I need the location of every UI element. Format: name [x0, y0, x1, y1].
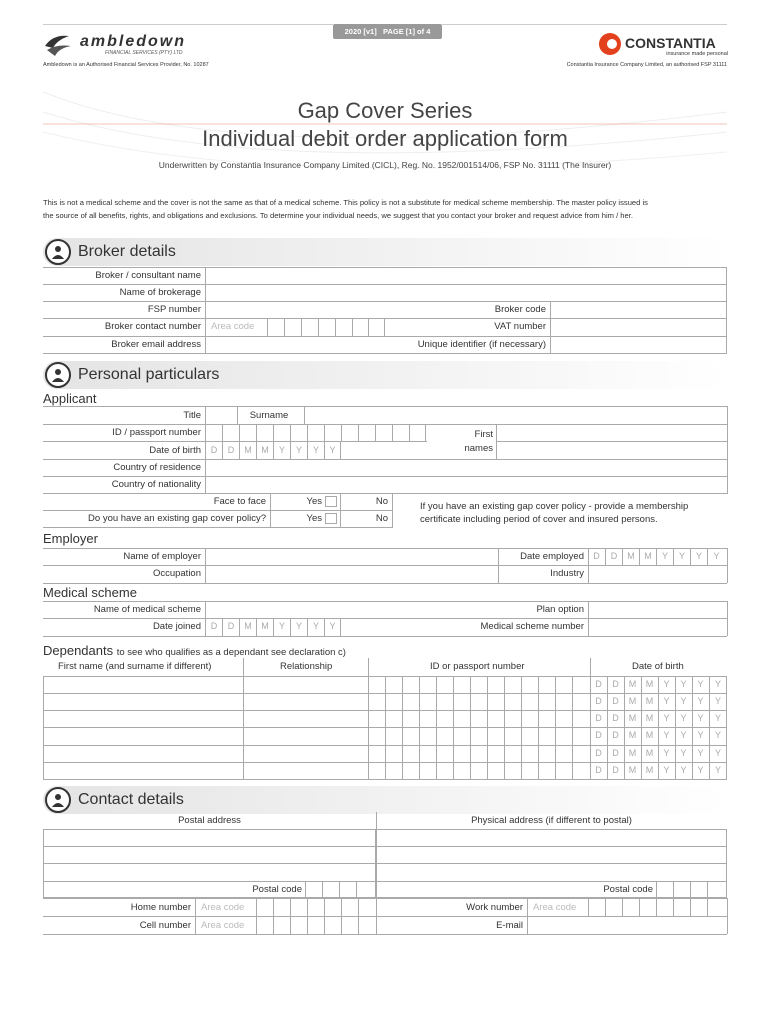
face-no-option[interactable]: No — [375, 496, 388, 507]
date-joined-boxes[interactable]: D D M M Y Y Y Y — [205, 618, 341, 636]
constantia-logo — [598, 32, 728, 58]
page-title-line1: Gap Cover Series — [297, 98, 473, 123]
physical-postal-code-label: Postal code — [603, 884, 653, 895]
existing-policy-label: Do you have an existing gap cover policy? — [88, 513, 266, 524]
physical-address-header: Physical address (if different to postal) — [471, 815, 632, 826]
date-joined-label: Date joined — [152, 621, 201, 632]
unique-id-label: Unique identifier (if necessary) — [417, 339, 546, 350]
title-label: Title — [183, 410, 201, 421]
brokerage-label: Name of brokerage — [119, 287, 201, 298]
vat-number-input[interactable] — [551, 319, 726, 335]
unique-id-input[interactable] — [551, 337, 726, 353]
contact-person-icon — [45, 787, 71, 813]
broker-contact-label: Broker contact number — [104, 321, 201, 332]
scheme-name-input[interactable] — [206, 602, 496, 618]
occupation-input[interactable] — [206, 566, 497, 582]
work-area-code-input[interactable]: Area code — [533, 902, 577, 913]
dependants-note: to see who qualifies as a dependant see declaration c) — [116, 647, 346, 658]
ambledown-fsp-text: Ambledown is an Authorised Financial Services Provider, No. 10287 — [43, 62, 209, 68]
face-yes-option[interactable]: Yes — [306, 496, 322, 507]
dependant-dob-row-3[interactable]: D D M M Y Y Y Y — [595, 713, 721, 723]
ambledown-subtitle: FINANCIAL SERVICES (PTY) LTD — [105, 50, 183, 56]
home-number-boxes[interactable] — [256, 898, 376, 916]
underwritten-text: Underwritten by Constantia Insurance Company Limited (CICL), Reg. No. 1952/001514/06, FSP No. 31111 (The Insurer) — [158, 160, 612, 170]
broker-email-input[interactable] — [206, 337, 406, 353]
existing-no-option[interactable]: No — [375, 513, 388, 524]
disclaimer-line2: the source of all benefits, rights, and obligations and exclusions. To determine your individual needs, we suggest that you contact your broker and request advice from him / her. — [43, 211, 633, 220]
version-year: 2020 — [344, 27, 362, 36]
date-employed-boxes[interactable]: D D M M Y Y Y Y — [588, 548, 727, 565]
ambledown-wordmark: ambledown — [80, 33, 187, 50]
existing-policy-note-1: If you have an existing gap cover policy - provide a membership — [420, 501, 689, 512]
broker-person-icon — [45, 239, 71, 265]
existing-policy-note-2: certificate including period of cover and insured persons. — [420, 514, 658, 525]
plan-option-label: Plan option — [536, 604, 584, 615]
scheme-number-label: Medical scheme number — [480, 621, 584, 632]
nationality-label: Country of nationality — [111, 479, 201, 490]
dependants-heading — [43, 643, 346, 658]
physical-postal-code-boxes[interactable] — [656, 881, 727, 898]
home-number-label: Home number — [130, 902, 191, 913]
existing-yes-option[interactable]: Yes — [306, 513, 322, 524]
broker-area-code-input[interactable]: Area code — [211, 321, 255, 332]
broker-code-input[interactable] — [551, 302, 726, 318]
constantia-wordmark: CONSTANTIA — [625, 35, 716, 51]
fsp-number-input[interactable] — [206, 302, 406, 318]
dob-label: Date of birth — [149, 445, 201, 456]
postal-address-header: Postal address — [178, 815, 241, 826]
fsp-number-label: FSP number — [147, 304, 201, 315]
dep-relationship-header: Relationship — [280, 661, 333, 672]
work-number-boxes[interactable] — [588, 898, 727, 916]
personal-person-icon — [45, 362, 71, 388]
personal-section-title: Personal particulars — [78, 366, 220, 383]
home-area-code-input[interactable]: Area code — [201, 902, 245, 913]
contact-section-title: Contact details — [78, 791, 184, 808]
broker-section-title: Broker details — [78, 243, 176, 260]
ambledown-logo — [43, 32, 203, 58]
email-label: E-mail — [496, 920, 523, 931]
industry-label: Industry — [550, 568, 584, 579]
broker-consultant-input[interactable] — [206, 268, 726, 284]
constantia-tagline: insurance made personal — [666, 51, 728, 57]
dependants-title: Dependants — [43, 643, 114, 658]
dep-id-header: ID or passport number — [430, 661, 525, 672]
dependant-dob-row-6[interactable]: D D M M Y Y Y Y — [595, 765, 721, 775]
dependant-dob-row-2[interactable]: D D M M Y Y Y Y — [595, 696, 721, 706]
dependant-dob-row-1[interactable]: D D M M Y Y Y Y — [595, 679, 721, 689]
dep-first-name-header: First name (and surname if different) — [58, 661, 212, 672]
broker-consultant-label: Broker / consultant name — [95, 270, 201, 281]
surname-input[interactable] — [305, 407, 726, 424]
cell-number-boxes[interactable] — [256, 916, 376, 934]
nationality-input[interactable] — [206, 477, 726, 493]
vat-number-label: VAT number — [494, 321, 546, 332]
existing-yes-checkbox[interactable] — [325, 513, 337, 524]
dob-boxes[interactable]: D D M M Y Y Y Y — [205, 442, 341, 459]
first-names-label-1: First — [474, 429, 493, 440]
postal-code-label: Postal code — [252, 884, 302, 895]
ambledown-bird-icon — [43, 32, 75, 58]
page-number: PAGE [1] of 4 — [383, 27, 431, 36]
constantia-fsp-text: Constantia Insurance Company Limited, an authorised FSP 31111 — [566, 62, 727, 68]
face-to-face-label: Face to face — [213, 496, 266, 507]
cell-number-label: Cell number — [139, 920, 191, 931]
first-names-label-2: names — [464, 443, 493, 454]
applicant-heading: Applicant — [43, 391, 97, 406]
medical-scheme-heading: Medical scheme — [43, 585, 137, 600]
page-title-line2: Individual debit order application form — [202, 126, 568, 151]
broker-code-label: Broker code — [494, 304, 546, 315]
dependant-dob-row-4[interactable]: D D M M Y Y Y Y — [595, 730, 721, 740]
face-yes-checkbox[interactable] — [325, 496, 337, 507]
residence-label: Country of residence — [113, 462, 201, 473]
title-input[interactable] — [206, 407, 238, 424]
employer-name-input[interactable] — [206, 549, 497, 565]
version-tag: [v1] — [363, 27, 377, 36]
surname-label: Surname — [249, 410, 289, 421]
version-banner — [333, 24, 442, 39]
broker-email-label: Broker email address — [111, 339, 201, 350]
constantia-c-icon — [598, 32, 622, 56]
date-employed-label: Date employed — [520, 551, 584, 562]
brokerage-input[interactable] — [206, 285, 726, 301]
dependant-dob-row-5[interactable]: D D M M Y Y Y Y — [595, 748, 721, 758]
cell-area-code-input[interactable]: Area code — [201, 920, 245, 931]
plan-option-input[interactable] — [589, 602, 726, 618]
occupation-label: Occupation — [152, 568, 201, 579]
disclaimer-line1: This is not a medical scheme and the cover is not the same as that of a medical scheme. This policy is not a substitute for medical scheme membership. The master policy issued is — [43, 198, 648, 207]
postal-code-boxes[interactable] — [305, 881, 376, 898]
email-input[interactable] — [528, 917, 726, 933]
industry-input[interactable] — [589, 566, 726, 582]
employer-heading: Employer — [43, 531, 98, 546]
broker-contact-input[interactable] — [268, 319, 384, 335]
id-number-boxes[interactable] — [205, 424, 427, 441]
scheme-name-label: Name of medical scheme — [93, 604, 201, 615]
dep-dob-header: Date of birth — [632, 661, 684, 672]
employer-name-label: Name of employer — [123, 551, 201, 562]
first-names-input[interactable] — [497, 425, 726, 459]
id-passport-label: ID / passport number — [112, 427, 201, 438]
residence-input[interactable] — [206, 460, 726, 476]
scheme-number-input[interactable] — [589, 619, 726, 635]
work-number-label: Work number — [466, 902, 523, 913]
